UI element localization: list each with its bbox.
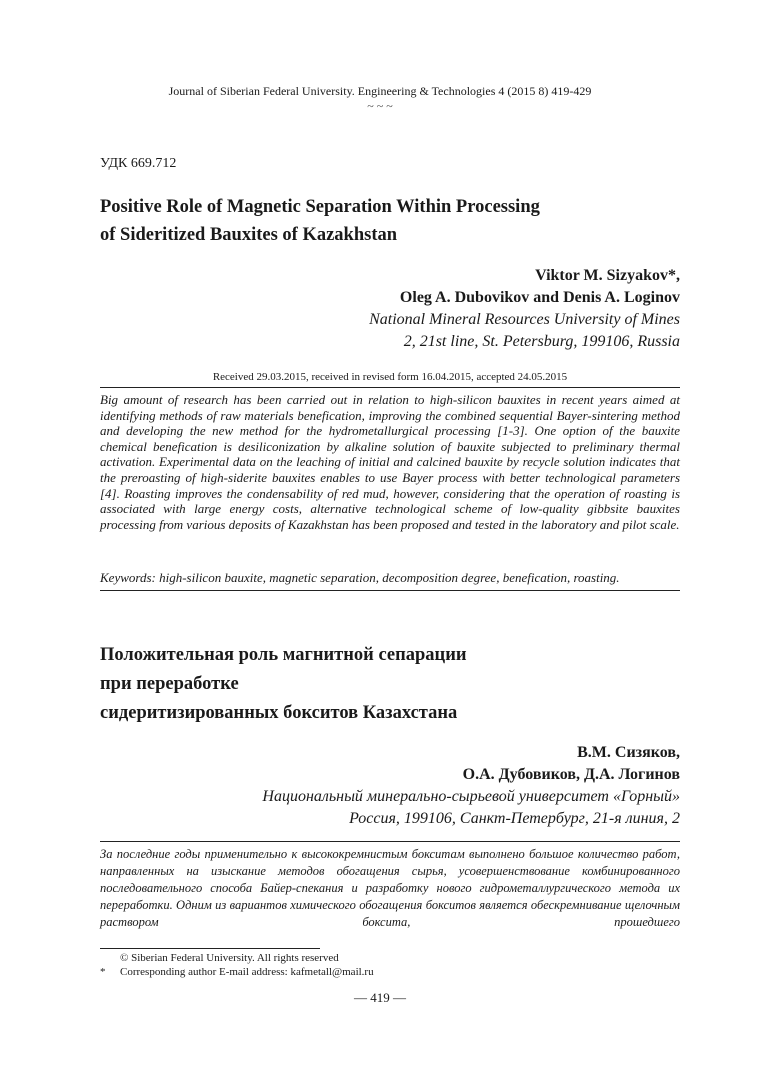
footnote-corresponding [100, 965, 680, 979]
affiliation-en-line-2: 2, 21st line, St. Petersburg, 199106, Russia [403, 333, 680, 350]
keywords-en: Keywords: high-silicon bauxite, magnetic separation, decomposition degree, benefication, roasting. [100, 570, 620, 585]
abstract-en: Big amount of research has been carried out in relation to high-silicon bauxites in recent years aimed at identifying methods of raw materials benefication, improving the combined sequential Bayer-sintering method and developing the new method for the hydrometallurgical processing [1-3]. One option of the bauxite chemical benefication is desiliconization by alkaline solution of bauxite subjected to preliminary thermal activation. Experimental data on the leaching of initial and calcined bauxite by recycle solution indicates that the preroasting of high-siderite bauxites enables to use Bayer process with better technological parameters [4]. Roasting improves the condensability of red mud, however, considering that the operation of roasting is associated with large energy costs, alternative technological scheme of low-quality gibbsite bauxites processing from various deposits of Kazakhstan has been proposed and tested in the laboratory and pilot scale. [100, 392, 680, 532]
title-en-line-2: of Sideritized Bauxites of Kazakhstan [100, 225, 398, 245]
abstract-ru-top-rule [100, 841, 680, 842]
abstract-bottom-rule [100, 590, 680, 591]
authors-ru [262, 742, 680, 830]
udk-code: УДК 669.712 [100, 156, 177, 171]
affiliation-ru-line-1: Национальный минерально-сырьевой университет «Горный» [262, 788, 680, 805]
abstract-ru: За последние годы применительно к высококремнистым бокситам выполнено большое количество работ, направленных на изыскание методов обогащения сырья, усовершенствование комбинированного последовательного способа Байер-спекания и разработку нового гидрометаллургического метода их переработки. Одним из вариантов химического обогащения бокситов является обескремнивание щелочным раствором боксита, прошедшего [100, 847, 680, 929]
affiliation-ru-line-2: Россия, 199106, Санкт-Петербург, 21-я линия, 2 [349, 810, 680, 827]
affiliation-en-line-1: National Mineral Resources University of Mines [369, 311, 680, 328]
footnote-copyright [100, 951, 680, 965]
authors-ru-line-1: В.М. Сизяков, [577, 744, 680, 761]
title-ru-line-3: сидеритизированных бокситов Казахстана [100, 703, 458, 723]
received-dates: Received 29.03.2015, received in revised form 16.04.2015, accepted 24.05.2015 [212, 371, 568, 383]
footnote-rule [100, 948, 320, 949]
footnote-asterisk: * [100, 966, 106, 978]
page-number: — 419 — [354, 990, 406, 1005]
paper-title-en [100, 193, 680, 249]
footnotes [100, 951, 680, 979]
authors-en-line-1: Viktor M. Sizyakov*, [535, 267, 680, 284]
abstract-top-rule [100, 387, 680, 388]
title-ru-line-2: при переработке [100, 674, 239, 694]
corresponding-author-text: Corresponding author E-mail address: kafmetall@mail.ru [120, 966, 374, 978]
paper-title-ru [100, 641, 680, 728]
journal-header: Journal of Siberian Federal University. Engineering & Technologies 4 (2015 8) 419-429 [168, 84, 592, 98]
title-en-line-1: Positive Role of Magnetic Separation Within Processing [100, 197, 540, 217]
authors-en [369, 265, 680, 353]
authors-ru-line-2: О.А. Дубовиков, Д.А. Логинов [462, 766, 680, 783]
copyright-text: © Siberian Federal University. All rights reserved [120, 952, 339, 964]
title-ru-line-1: Положительная роль магнитной сепарации [100, 645, 467, 665]
header-separator: ~ ~ ~ [367, 99, 393, 113]
authors-en-line-2: Oleg A. Dubovikov and Denis A. Loginov [399, 289, 680, 306]
